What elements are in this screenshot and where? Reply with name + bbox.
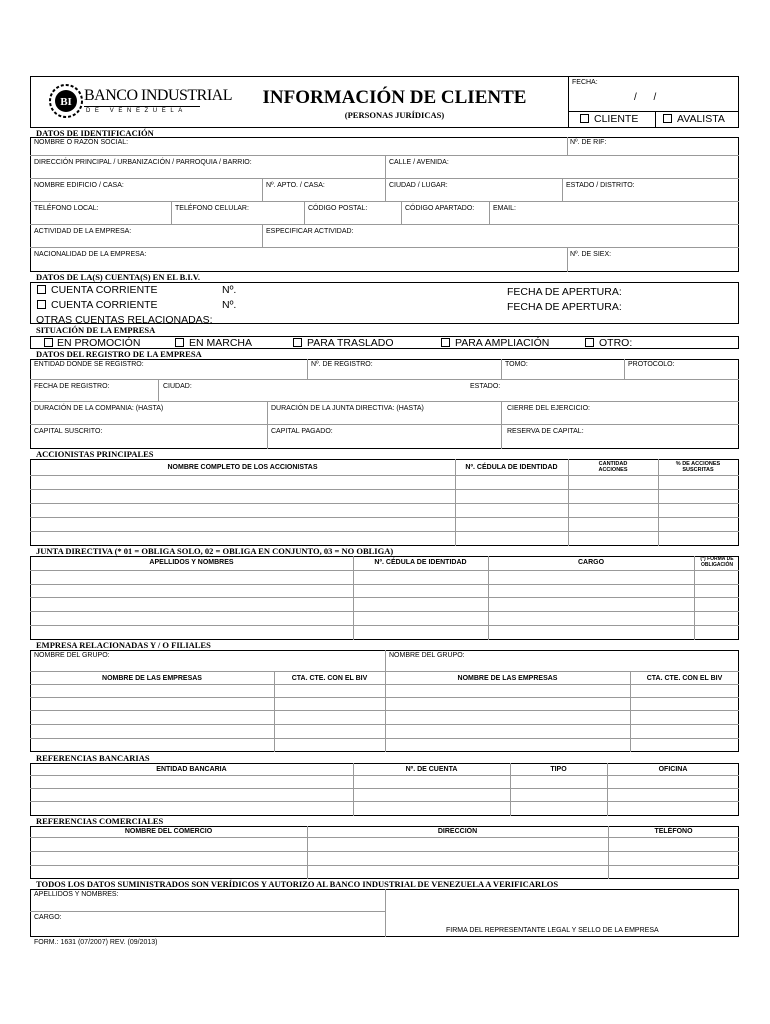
col-direccion: DIRECCIÓN (437, 828, 478, 835)
marcha-checkbox[interactable] (175, 338, 184, 347)
svg-text:BI: BI (60, 96, 72, 108)
cuenta2-label: CUENTA CORRIENTE (51, 299, 158, 311)
col-cargo: CARGO (577, 559, 605, 566)
section-situacion: SITUACIÓN DE LA EMPRESA (36, 325, 156, 335)
firma-label: FIRMA DEL REPRESENTANTE LEGAL Y SELLO DE LA EMPRESA (446, 927, 659, 934)
otro-checkbox[interactable] (585, 338, 594, 347)
cliente-checkbox[interactable] (580, 114, 589, 123)
section-junta: JUNTA DIRECTIVA (* 01 = OBLIGA SOLO, 02 = OBLIGA EN CONJUNTO, 03 = NO OBLIGA) (36, 546, 394, 556)
cliente-label: CLIENTE (594, 113, 639, 125)
bank-subtitle: DE VENEZUELA (86, 108, 187, 114)
section-bancarias: REFERENCIAS BANCARIAS (36, 753, 150, 763)
edificio-field[interactable]: NOMBRE EDIFICIO / CASA: (34, 182, 124, 189)
cuenta2-fecha[interactable]: FECHA DE APERTURA: (507, 301, 622, 313)
rif-field[interactable]: Nº. DE RIF: (570, 139, 607, 146)
direccion-field[interactable]: DIRECCIÓN PRINCIPAL / URBANIZACIÓN / PARROQUIA / BARRIO: (34, 159, 252, 166)
fecha-label: FECHA: (572, 79, 598, 86)
col-tipo: TIPO (550, 766, 567, 773)
nombre-razon-social-field[interactable]: NOMBRE O RAZÓN SOCIAL: (34, 139, 129, 146)
col-cantidad-acciones: CANTIDAD ACCIONES (598, 461, 628, 473)
col-ctacte-1: CTA. CTE. CON EL BIV (291, 675, 368, 682)
postal-field[interactable]: CÓDIGO POSTAL: (308, 205, 368, 212)
col-nombre-comercio: NOMBRE DEL COMERCIO (124, 828, 213, 835)
traslado-checkbox[interactable] (293, 338, 302, 347)
col-nombre-accionistas: NOMBRE COMPLETO DE LOS ACCIONISTAS (167, 464, 318, 471)
estado-field[interactable]: ESTADO / DISTRITO: (566, 182, 635, 189)
col-nro-cuenta: Nº. DE CUENTA (405, 766, 458, 773)
section-cuentas: DATOS DE LA(S) CUENTA(S) EN EL B.I.V. (36, 272, 200, 282)
apellidos-firmante-field[interactable]: APELLIDOS Y NOMBRES: (34, 891, 119, 898)
date-separators: / / (634, 92, 657, 103)
tel-local-field[interactable]: TELÉFONO LOCAL: (34, 205, 99, 212)
col-ctacte-2: CTA. CTE. CON EL BIV (646, 675, 723, 682)
email-field[interactable]: EMAIL: (493, 205, 516, 212)
tomo-field[interactable]: TOMO: (505, 361, 528, 368)
cuenta1-label: CUENTA CORRIENTE (51, 284, 158, 296)
section-registro: DATOS DEL REGISTRO DE LA EMPRESA (36, 349, 202, 359)
marcha-label: EN MARCHA (189, 337, 253, 349)
section-firma: TODOS LOS DATOS SUMINISTRADOS SON VERÍDICOS Y AUTORIZO AL BANCO INDUSTRIAL DE VENEZUELA A VERIFICARLOS (36, 879, 559, 889)
cierre-ejercicio-field[interactable]: CIERRE DEL EJERCICIO: (507, 405, 590, 412)
duracion-junta-field[interactable]: DURACIÓN DE LA JUNTA DIRECTIVA: (HASTA) (271, 405, 424, 412)
col-cedula-accionistas: Nº. CÉDULA DE IDENTIDAD (465, 464, 558, 471)
col-apellidos-nombres: APELLIDOS Y NOMBRES (149, 559, 234, 566)
ampliacion-checkbox[interactable] (441, 338, 450, 347)
apto-field[interactable]: Nº. APTO. / CASA: (266, 182, 325, 189)
promocion-label: EN PROMOCIÓN (57, 337, 141, 349)
form-subtitle: (PERSONAS JURÍDICAS) (344, 110, 445, 120)
grupo1-field[interactable]: NOMBRE DEL GRUPO: (34, 652, 110, 659)
otro-label: OTRO: (599, 337, 633, 349)
ampliacion-label: PARA AMPLIACIÓN (455, 337, 550, 349)
entidad-registro-field[interactable]: ENTIDAD DONDE SE REGISTRO: (34, 361, 144, 368)
siex-field[interactable]: Nº. DE SIEX: (570, 251, 612, 258)
bank-seal-icon (48, 83, 84, 119)
cuenta2-numero[interactable]: Nº. (222, 299, 237, 311)
cuenta1-fecha[interactable]: FECHA DE APERTURA: (507, 286, 622, 298)
nacionalidad-field[interactable]: NACIONALIDAD DE LA EMPRESA: (34, 251, 147, 258)
promocion-checkbox[interactable] (44, 338, 53, 347)
avalista-label: AVALISTA (677, 113, 725, 125)
fecha-registro-field[interactable]: FECHA DE REGISTRO: (34, 383, 110, 390)
calle-field[interactable]: CALLE / AVENIDA: (389, 159, 449, 166)
bank-logo (46, 81, 232, 121)
estado-registro-field[interactable]: ESTADO: (470, 383, 501, 390)
col-oficina: OFICINA (658, 766, 688, 773)
grupo2-field[interactable]: NOMBRE DEL GRUPO: (389, 652, 465, 659)
cargo-firmante-field[interactable]: CARGO: (34, 914, 62, 921)
tel-celular-field[interactable]: TELÉFONO CELULAR: (175, 205, 249, 212)
form-title: INFORMACIÓN DE CLIENTE (262, 87, 527, 108)
capital-pagado-field[interactable]: CAPITAL PAGADO: (271, 428, 333, 435)
bank-name: BANCO INDUSTRIAL (84, 87, 232, 104)
col-empresas-2: NOMBRE DE LAS EMPRESAS (457, 675, 558, 682)
reserva-capital-field[interactable]: RESERVA DE CAPITAL: (507, 428, 584, 435)
col-empresas-1: NOMBRE DE LAS EMPRESAS (102, 675, 202, 682)
cuenta2-checkbox[interactable] (37, 300, 46, 309)
duracion-compania-field[interactable]: DURACIÓN DE LA COMPANIA: (HASTA) (34, 405, 164, 412)
col-forma-obligacion: (*) FORMA DE OBLIGACIÓN (700, 556, 734, 568)
traslado-label: PARA TRASLADO (307, 337, 394, 349)
ciudad-registro-field[interactable]: CIUDAD: (163, 383, 192, 390)
capital-suscrito-field[interactable]: CAPITAL SUSCRITO: (34, 428, 103, 435)
col-porcentaje-acciones: % DE ACCIONES SUSCRITAS (675, 461, 721, 473)
col-entidad-bancaria: ENTIDAD BANCARIA (156, 766, 227, 773)
otras-cuentas[interactable]: OTRAS CUENTAS RELACIONADAS: (36, 314, 213, 326)
protocolo-field[interactable]: PROTOCOLO: (628, 361, 675, 368)
section-relacionadas: EMPRESA RELACIONADAS Y / O FILIALES (36, 640, 211, 650)
section-identificacion: DATOS DE IDENTIFICACIÓN (36, 128, 154, 138)
nro-registro-field[interactable]: Nº. DE REGISTRO: (311, 361, 373, 368)
apartado-field[interactable]: CÓDIGO APARTADO: (405, 205, 475, 212)
junta-table (30, 556, 739, 640)
section-accionistas: ACCIONISTAS PRINCIPALES (36, 449, 154, 459)
col-cedula-junta: Nº. CÉDULA DE IDENTIDAD (374, 559, 467, 566)
especificar-field[interactable]: ESPECIFICAR ACTIVIDAD: (266, 228, 354, 235)
cuenta1-numero[interactable]: Nº. (222, 284, 237, 296)
cuenta1-checkbox[interactable] (37, 285, 46, 294)
form-number: FORM.: 1631 (07/2007) REV. (09/2013) (34, 939, 158, 946)
avalista-checkbox[interactable] (663, 114, 672, 123)
col-telefono: TELÉFONO (654, 828, 693, 835)
actividad-field[interactable]: ACTIVIDAD DE LA EMPRESA: (34, 228, 132, 235)
ciudad-field[interactable]: CIUDAD / LUGAR: (389, 182, 448, 189)
section-comerciales: REFERENCIAS COMERCIALES (36, 816, 164, 826)
